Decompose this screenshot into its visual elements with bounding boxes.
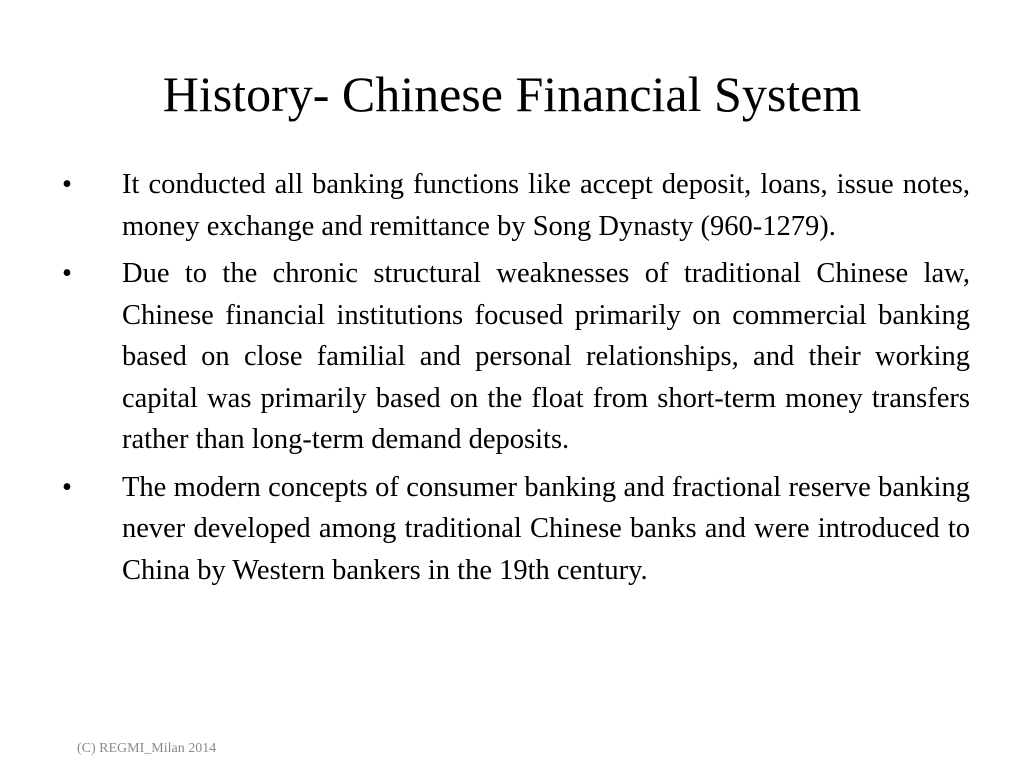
bullet-item	[62, 467, 970, 592]
bullet-text: It conducted all banking functions like accept deposit, loans, issue notes, money exchange and remittance by Song Dynasty (960-1279).	[122, 169, 970, 242]
bullet-marker: •	[62, 258, 72, 289]
bullet-item	[62, 164, 970, 247]
bullet-marker: •	[62, 471, 72, 503]
bullet-item	[62, 253, 970, 461]
copyright-footer: (C) REGMI_Milan 2014	[77, 741, 217, 756]
bullet-text: Due to the chronic structural weaknesses of traditional Chinese law, Chinese financial institutions focused primarily on commercial banking based on close familial and personal relationships, and their working capital was primarily based on the float from short-term money transfers rather than long-term demand deposits.	[122, 258, 970, 455]
slide-title: History- Chinese Financial System	[162, 66, 862, 122]
bullet-text: The modern concepts of consumer banking and fractional reserve banking never developed among traditional Chinese banks and were introduced to China by Western bankers in the 19th century.	[122, 471, 970, 586]
bullet-marker: •	[62, 169, 72, 200]
bullet-list	[62, 164, 970, 597]
